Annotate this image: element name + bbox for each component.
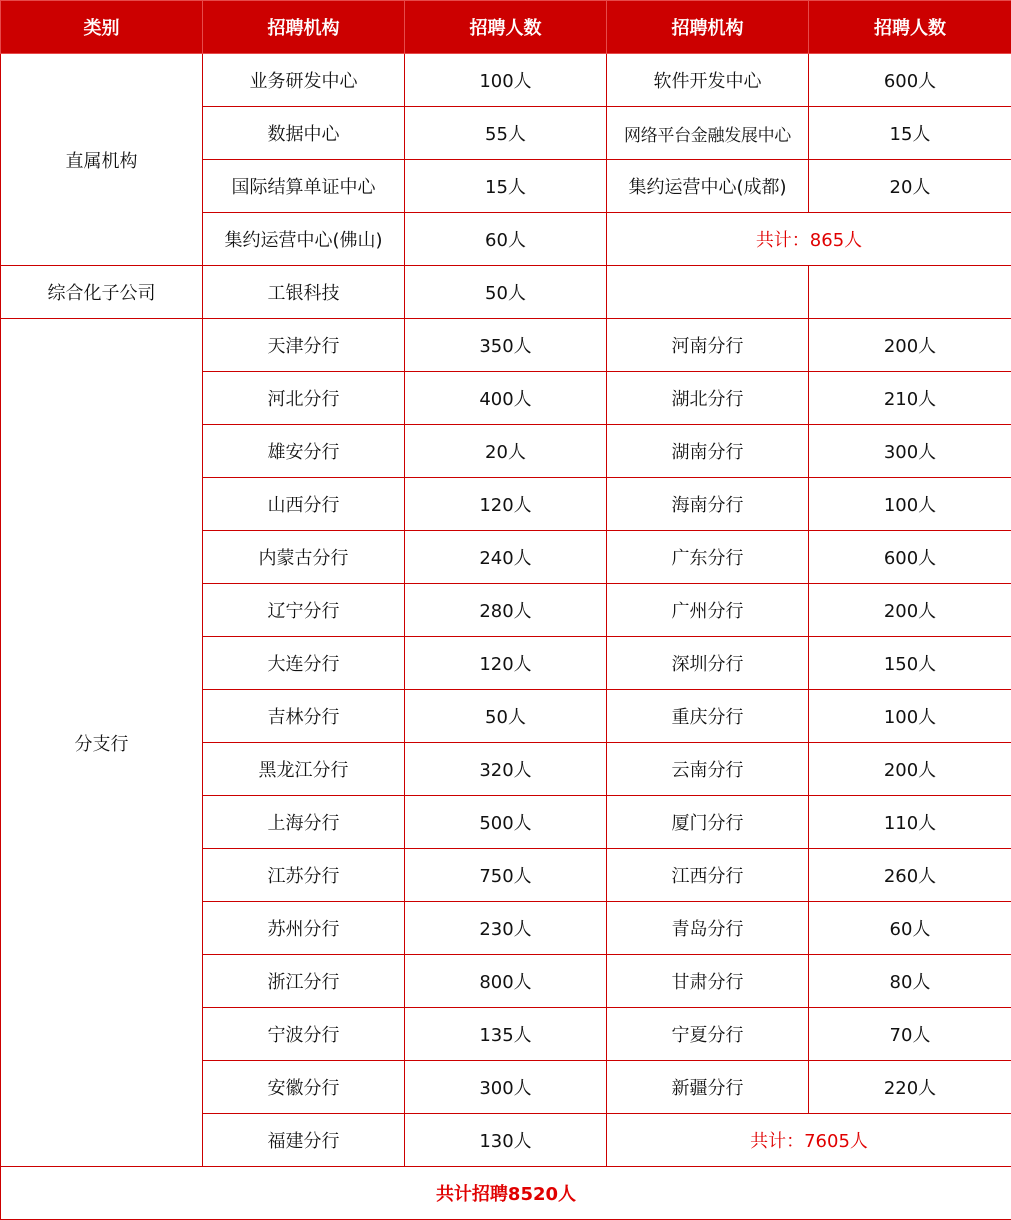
count-cell: 600人 — [809, 531, 1011, 584]
count-cell: 100人 — [809, 478, 1011, 531]
org-cell: 云南分行 — [607, 743, 809, 796]
org-cell: 大连分行 — [203, 637, 405, 690]
table-row — [1, 319, 1011, 372]
count-cell: 20人 — [809, 160, 1011, 213]
count-cell: 300人 — [405, 1061, 607, 1114]
empty-cell — [809, 266, 1011, 319]
grand-total: 共计招聘8520人 — [1, 1167, 1011, 1220]
count-cell: 80人 — [809, 955, 1011, 1008]
count-cell: 100人 — [405, 54, 607, 107]
count-cell: 600人 — [809, 54, 1011, 107]
category-direct: 直属机构 — [1, 54, 203, 266]
org-cell: 集约运营中心(佛山) — [203, 213, 405, 266]
branches-subtotal: 共计：7605人 — [607, 1114, 1011, 1167]
org-cell: 吉林分行 — [203, 690, 405, 743]
header-row — [1, 1, 1011, 54]
count-cell: 135人 — [405, 1008, 607, 1061]
count-cell: 100人 — [809, 690, 1011, 743]
org-cell: 业务研发中心 — [203, 54, 405, 107]
count-cell: 320人 — [405, 743, 607, 796]
org-cell: 广州分行 — [607, 584, 809, 637]
org-cell: 数据中心 — [203, 107, 405, 160]
direct-subtotal: 共计：865人 — [607, 213, 1011, 266]
org-cell: 内蒙古分行 — [203, 531, 405, 584]
org-cell: 福建分行 — [203, 1114, 405, 1167]
org-cell: 安徽分行 — [203, 1061, 405, 1114]
table-row — [1, 266, 1011, 319]
org-cell: 甘肃分行 — [607, 955, 809, 1008]
count-cell: 110人 — [809, 796, 1011, 849]
org-cell: 重庆分行 — [607, 690, 809, 743]
header-category: 类别 — [1, 1, 203, 54]
org-cell: 深圳分行 — [607, 637, 809, 690]
count-cell: 800人 — [405, 955, 607, 1008]
count-cell: 120人 — [405, 478, 607, 531]
count-cell: 70人 — [809, 1008, 1011, 1061]
count-cell: 230人 — [405, 902, 607, 955]
grand-total-row — [1, 1167, 1011, 1220]
count-cell: 20人 — [405, 425, 607, 478]
count-cell: 150人 — [809, 637, 1011, 690]
table-header — [1, 1, 1011, 54]
org-cell: 软件开发中心 — [607, 54, 809, 107]
org-cell: 宁夏分行 — [607, 1008, 809, 1061]
count-cell: 15人 — [809, 107, 1011, 160]
org-cell: 雄安分行 — [203, 425, 405, 478]
count-cell: 200人 — [809, 584, 1011, 637]
count-cell: 55人 — [405, 107, 607, 160]
org-cell: 黑龙江分行 — [203, 743, 405, 796]
org-cell: 海南分行 — [607, 478, 809, 531]
count-cell: 350人 — [405, 319, 607, 372]
org-cell: 国际结算单证中心 — [203, 160, 405, 213]
count-cell: 240人 — [405, 531, 607, 584]
count-cell: 500人 — [405, 796, 607, 849]
org-cell: 河北分行 — [203, 372, 405, 425]
count-cell: 750人 — [405, 849, 607, 902]
table-body — [1, 54, 1011, 1220]
count-cell: 200人 — [809, 743, 1011, 796]
category-branches: 分支行 — [1, 319, 203, 1167]
org-cell: 广东分行 — [607, 531, 809, 584]
count-cell: 130人 — [405, 1114, 607, 1167]
count-cell: 210人 — [809, 372, 1011, 425]
org-cell: 山西分行 — [203, 478, 405, 531]
header-count-left: 招聘人数 — [405, 1, 607, 54]
org-cell: 厦门分行 — [607, 796, 809, 849]
count-cell: 60人 — [405, 213, 607, 266]
count-cell: 260人 — [809, 849, 1011, 902]
org-cell: 宁波分行 — [203, 1008, 405, 1061]
org-cell: 新疆分行 — [607, 1061, 809, 1114]
count-cell: 300人 — [809, 425, 1011, 478]
count-cell: 280人 — [405, 584, 607, 637]
count-cell: 50人 — [405, 690, 607, 743]
org-cell: 工银科技 — [203, 266, 405, 319]
org-cell: 上海分行 — [203, 796, 405, 849]
header-org-left: 招聘机构 — [203, 1, 405, 54]
org-cell: 河南分行 — [607, 319, 809, 372]
count-cell: 50人 — [405, 266, 607, 319]
org-cell: 网络平台金融发展中心 — [607, 107, 809, 160]
org-cell: 浙江分行 — [203, 955, 405, 1008]
org-cell: 江苏分行 — [203, 849, 405, 902]
header-org-right: 招聘机构 — [607, 1, 809, 54]
empty-cell — [607, 266, 809, 319]
org-cell: 湖南分行 — [607, 425, 809, 478]
count-cell: 15人 — [405, 160, 607, 213]
count-cell: 60人 — [809, 902, 1011, 955]
org-cell: 青岛分行 — [607, 902, 809, 955]
count-cell: 400人 — [405, 372, 607, 425]
org-cell: 天津分行 — [203, 319, 405, 372]
count-cell: 200人 — [809, 319, 1011, 372]
org-cell: 江西分行 — [607, 849, 809, 902]
count-cell: 120人 — [405, 637, 607, 690]
org-cell: 苏州分行 — [203, 902, 405, 955]
header-count-right: 招聘人数 — [809, 1, 1011, 54]
org-cell: 湖北分行 — [607, 372, 809, 425]
category-subsidiary: 综合化子公司 — [1, 266, 203, 319]
count-cell: 220人 — [809, 1061, 1011, 1114]
table-row — [1, 54, 1011, 107]
org-cell: 辽宁分行 — [203, 584, 405, 637]
org-cell: 集约运营中心(成都) — [607, 160, 809, 213]
